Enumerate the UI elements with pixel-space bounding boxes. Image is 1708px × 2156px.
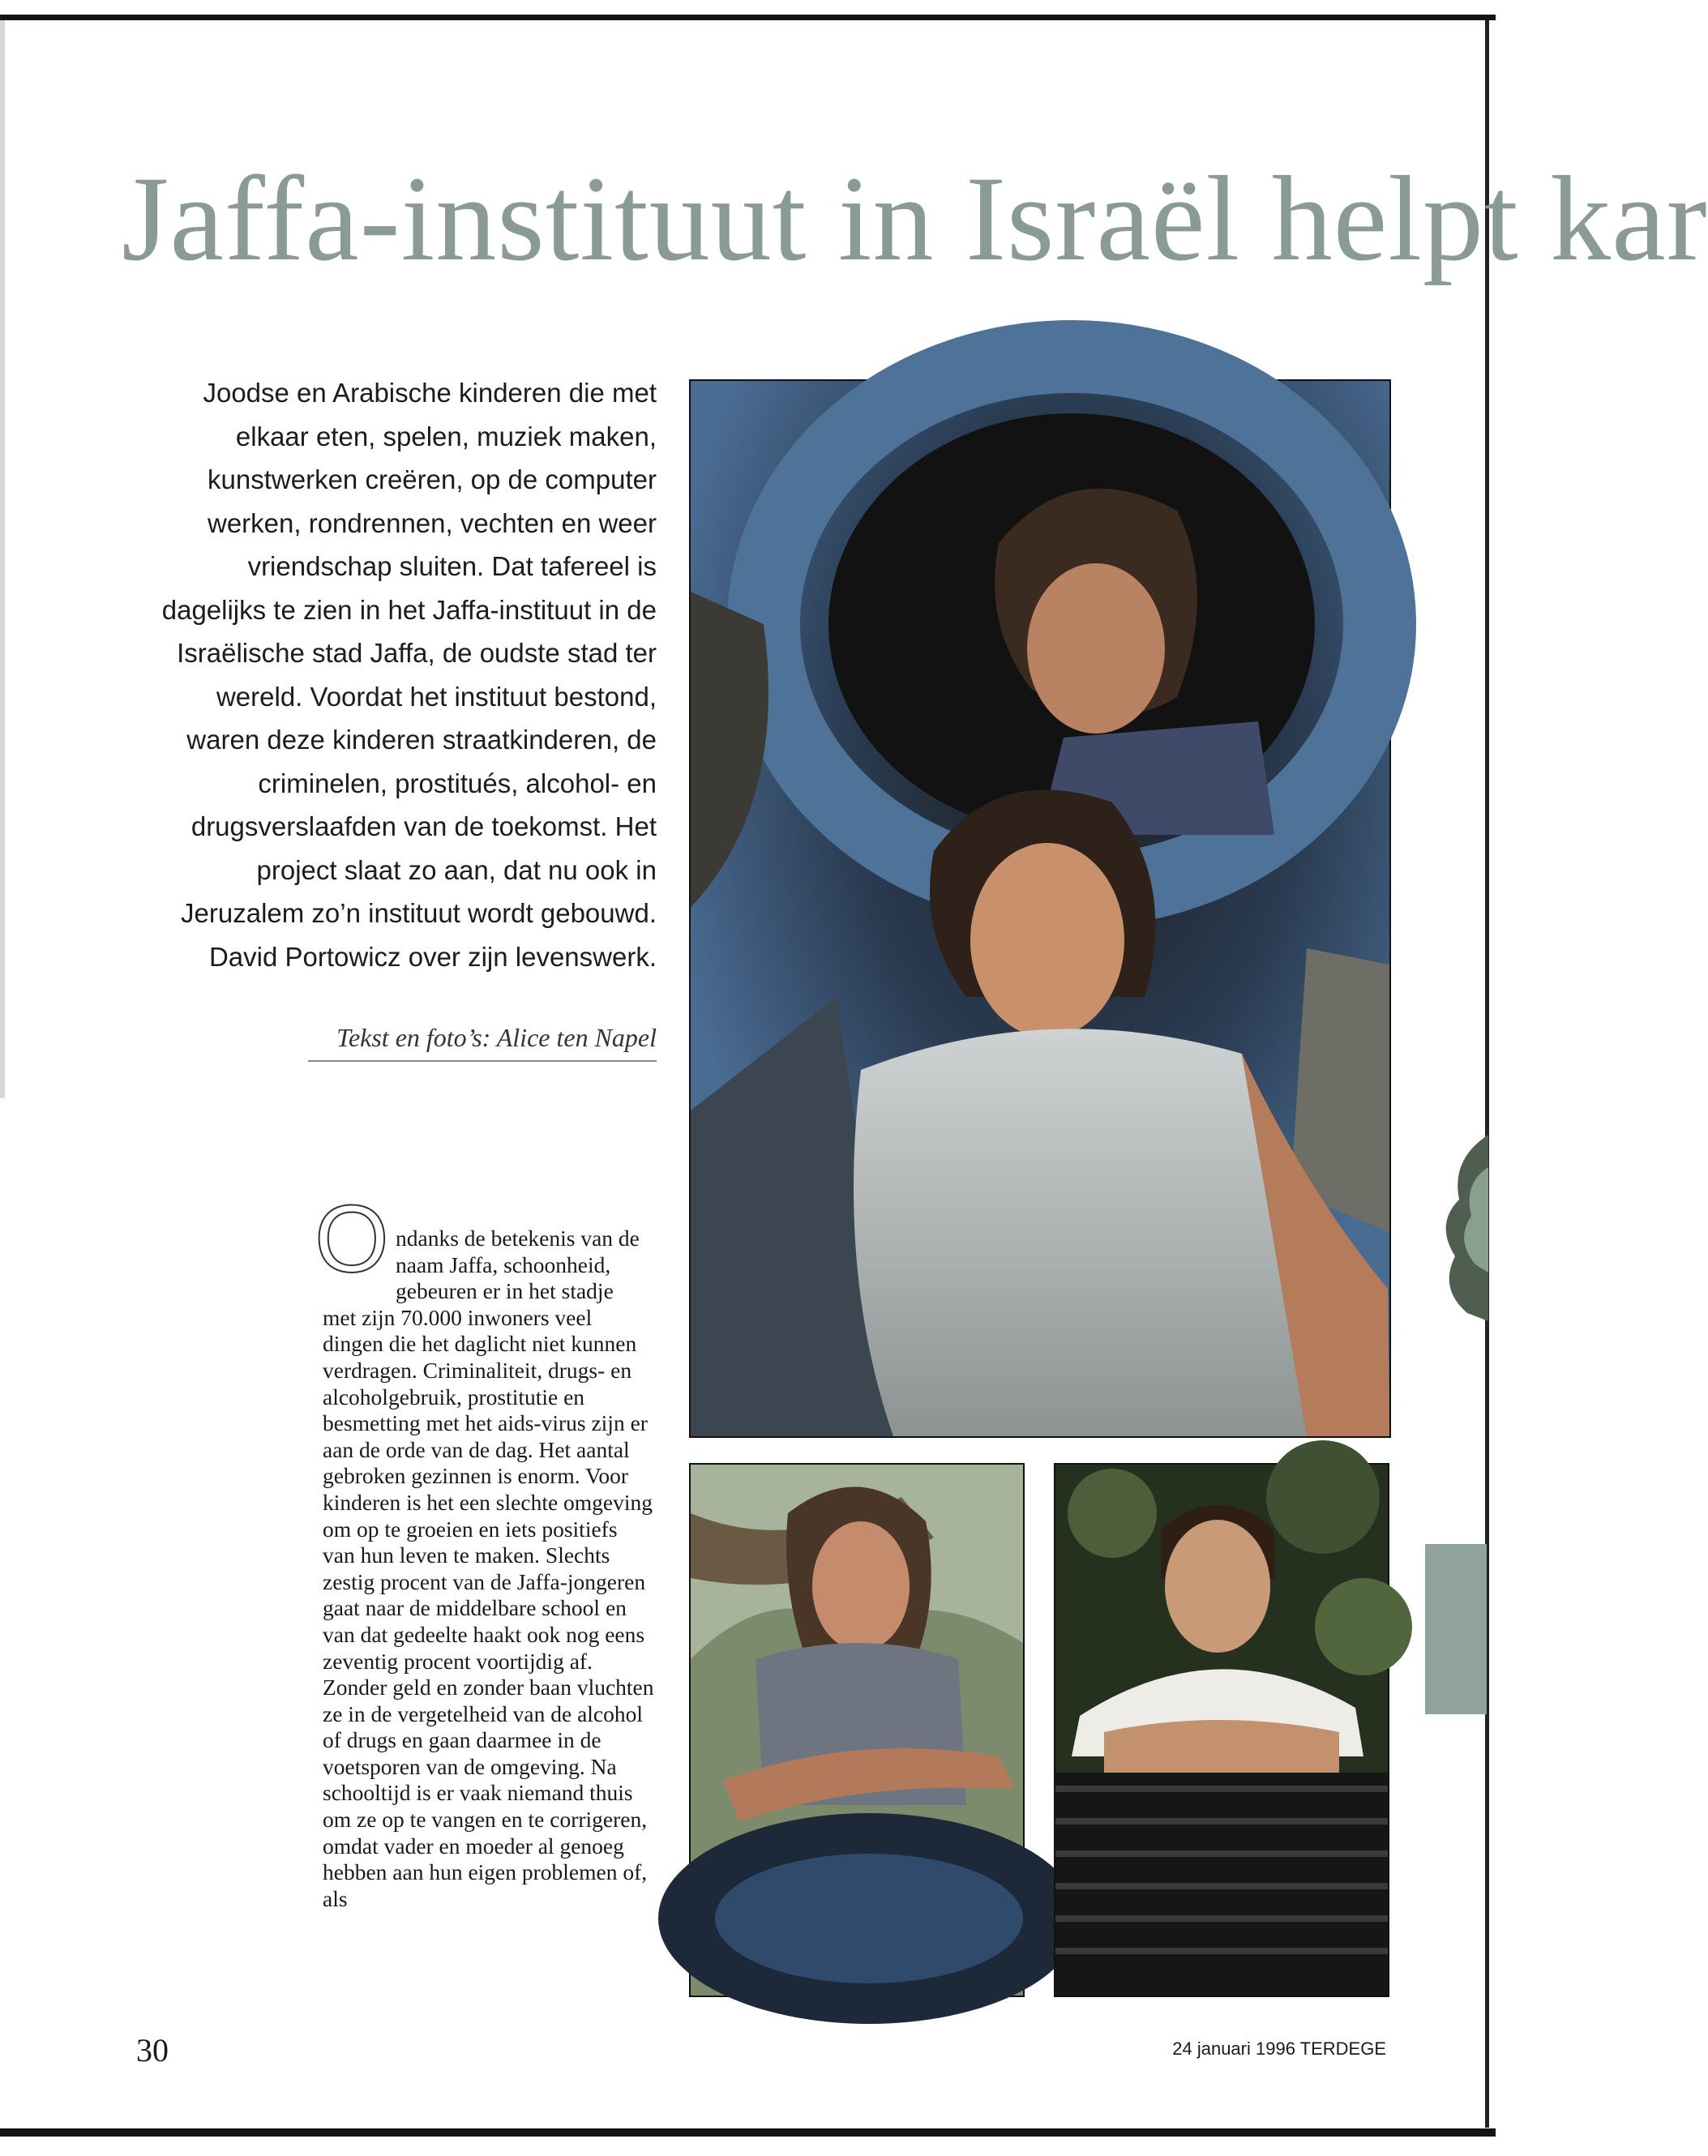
bottom-rule xyxy=(0,2128,1496,2137)
body-continuation: met zijn 70.000 inwoners veel dingen die het daglicht niet kunnen verdragen. Criminaliteit, drugs- en alcoholgebruik, prostitutie en besmetting met het aids-virus zijn er aan de orde van de dag. Het aantal gebroken gezinnen is enorm. Voor kinderen is het een slechte omgeving om op te groeien en iets positiefs van hun leven te maken. Slechts zestig procent van de Jaffa-jongeren gaat naar de middelbare school en van dat gedeelte haakt ook nog eens zeventig procent voortijdig af. Zonder geld en zonder baan vluchten ze in de vergetelheid van de alcohol of drugs en gaan daarmee in de voetsporen van de omgeving. Na schooltijd is er vaak niemand thuis om ze op te vangen en te corrigeren, omdat vader en moeder al genoeg hebben aan hun eigen problemen of, als xyxy=(323,1304,654,1911)
footer-publication-date: 24 januari 1996 TERDEGE xyxy=(1172,2038,1386,2059)
photo-girl-on-tire xyxy=(689,1463,1025,1997)
article-intro: Joodse en Arabische kinderen die met elkaar eten, spelen, muziek maken, kunstwerken creëren, op de computer werken, rondrennen, vechten en weer vriendschap sluiten. Dat tafereel is dagelijks te zien in het Jaffa-instituut in de Israëlische stad Jaffa, de oudste stad ter wereld. Voordat het instituut bestond, waren deze kinderen straatkinderen, de criminelen, prostitués, alcohol- en drugsverslaafden van de toekomst. Het project slaat zo aan, dat nu ook in Jeruzalem zo’n instituut wordt gebouwd. David Portowicz over zijn levenswerk. xyxy=(161,378,657,972)
adjacent-page-color-block xyxy=(1425,1544,1487,1714)
article-headline: Jaffa-instituut in Israël helpt kar xyxy=(122,152,1708,286)
photo-left-illustration xyxy=(691,1465,1023,1996)
page-number: 30 xyxy=(136,2032,169,2068)
adjacent-page-tree-fragment xyxy=(1435,1135,1488,1337)
photo-boy-on-tire xyxy=(1054,1463,1389,1997)
drop-cap: O xyxy=(315,1186,389,1293)
left-scan-edge xyxy=(0,20,5,1098)
main-photo-illustration xyxy=(691,381,1389,1436)
body-first-lines: ndanks de betekenis van de naam Jaffa, schoonheid, gebeuren er in het stadje xyxy=(396,1226,640,1304)
main-photo-girls-in-tire xyxy=(689,379,1391,1438)
article-body xyxy=(323,1226,655,1912)
photo-right-illustration xyxy=(1055,1465,1388,1996)
photo-credit: Tekst en foto’s: Alice ten Napel xyxy=(308,1023,657,1062)
right-scan-edge xyxy=(1485,20,1489,2128)
top-rule xyxy=(0,15,1496,20)
